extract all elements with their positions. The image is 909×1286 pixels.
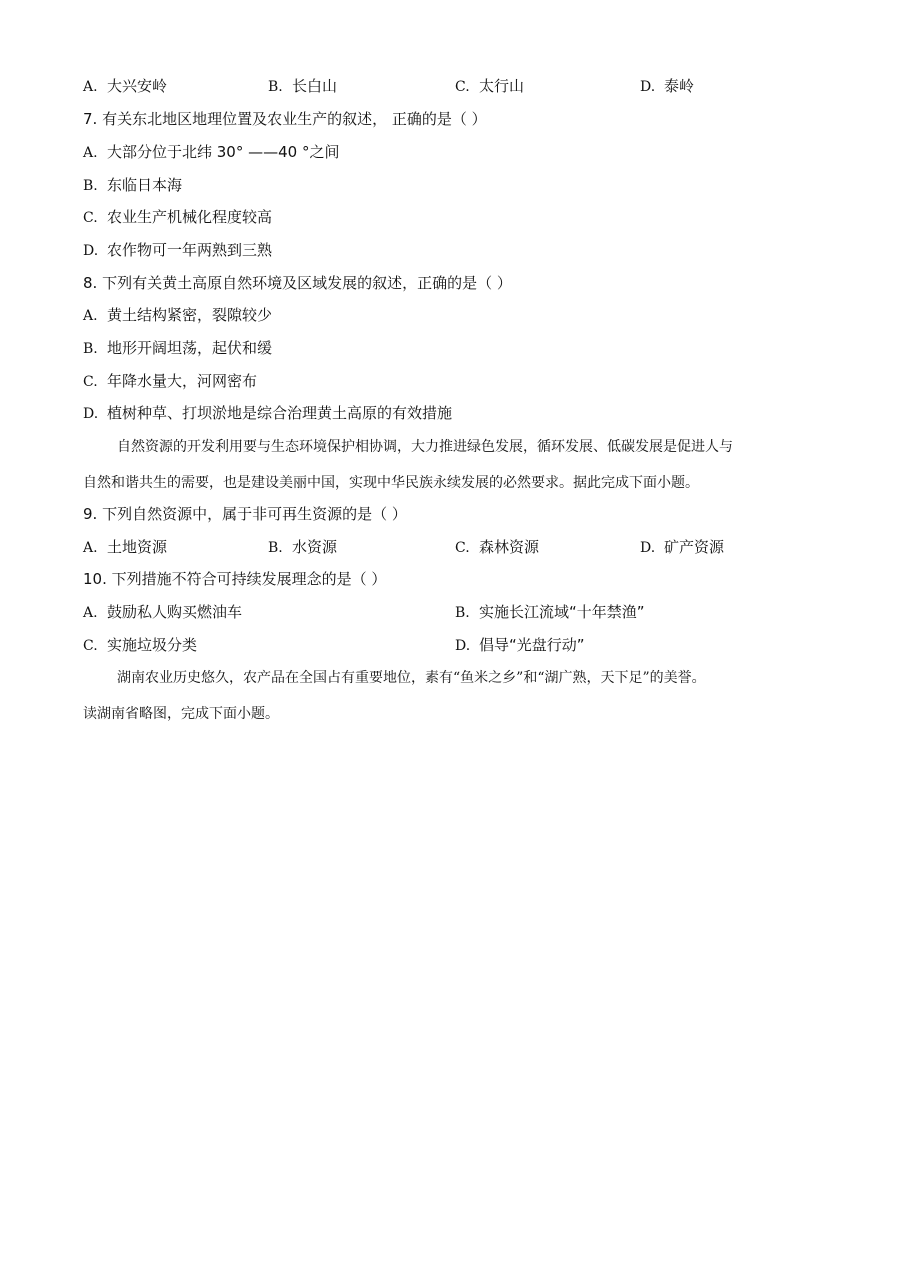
option-text: 农业生产机械化程度较高	[107, 208, 273, 226]
option-text: 农作物可一年两熟到三熟	[107, 241, 273, 259]
q9-option-d	[640, 537, 724, 558]
q6-option-b	[268, 76, 337, 97]
option-text: 长白山	[292, 77, 338, 95]
question-7-stem: 7. 有关东北地区地理位置及农业生产的叙述， 正确的是（ ）	[83, 110, 487, 128]
option-text: 土地资源	[107, 538, 168, 556]
option-letter: D.	[83, 406, 99, 422]
question-9-stem: 9. 下列自然资源中，属于非可再生资源的是（ ）	[83, 505, 407, 523]
option-letter: D.	[640, 79, 656, 95]
option-text: 太行山	[479, 77, 525, 95]
passage-1-line-1: 自然资源的开发利用要与生态环境保护相协调，大力推进绿色发展，循环发展、低碳发展是促进人与	[117, 439, 733, 455]
option-letter: D.	[455, 638, 471, 654]
option-letter: D.	[640, 540, 656, 556]
q10-option-a	[83, 602, 242, 623]
q10-option-c	[83, 635, 197, 656]
option-text: 矿产资源	[664, 538, 725, 556]
option-letter: B.	[268, 79, 283, 95]
option-letter: A.	[83, 308, 98, 324]
question-8-stem: 8. 下列有关黄土高原自然环境及区域发展的叙述，正确的是（ ）	[83, 274, 512, 292]
q8-option-d	[83, 403, 452, 424]
option-text: 实施垃圾分类	[107, 636, 198, 654]
option-letter: C.	[83, 374, 98, 390]
option-text: 黄土结构紧密，裂隙较少	[107, 306, 273, 324]
q7-option-d	[83, 240, 272, 261]
q9-option-c	[455, 537, 539, 558]
option-letter: C.	[455, 79, 470, 95]
option-letter: B.	[83, 178, 98, 194]
option-text: 实施长江流域“十年禁渔”	[479, 603, 645, 621]
option-text: 大兴安岭	[107, 77, 168, 95]
option-letter: A.	[83, 540, 98, 556]
q10-option-d	[455, 635, 585, 656]
option-letter: A.	[83, 79, 98, 95]
q6-option-a	[83, 76, 167, 97]
option-text: 东临日本海	[107, 176, 183, 194]
option-text: 鼓励私人购买燃油车	[107, 603, 243, 621]
passage-2-line-1: 湖南农业历史悠久，农产品在全国占有重要地位，素有“鱼米之乡”和“湖广熟，天下足”的美誉。	[117, 670, 706, 686]
option-text: 泰岭	[664, 77, 695, 95]
q7-option-c	[83, 207, 272, 228]
option-text: 地形开阔坦荡，起伏和缓	[107, 339, 273, 357]
q7-option-a	[83, 142, 339, 163]
option-letter: B.	[455, 605, 470, 621]
q9-option-b	[268, 537, 337, 558]
option-text: 倡导“光盘行动”	[479, 636, 585, 654]
option-letter: B.	[83, 341, 98, 357]
q8-option-c	[83, 371, 257, 392]
q9-option-a	[83, 537, 167, 558]
q6-option-c	[455, 76, 524, 97]
option-letter: D.	[83, 243, 99, 259]
option-letter: B.	[268, 540, 283, 556]
option-text: 森林资源	[479, 538, 540, 556]
q10-option-b	[455, 602, 645, 623]
option-text: 水资源	[292, 538, 338, 556]
q6-option-d	[640, 76, 694, 97]
q8-option-a	[83, 305, 272, 326]
option-text: 植树种草、打坝淤地是综合治理黄土高原的有效措施	[107, 404, 453, 422]
option-letter: C.	[455, 540, 470, 556]
option-letter: A.	[83, 145, 98, 161]
passage-1-line-2: 自然和谐共生的需要，也是建设美丽中国，实现中华民族永续发展的必然要求。据此完成下面小题。	[83, 475, 699, 491]
passage-2-line-2: 读湖南省略图，完成下面小题。	[83, 706, 279, 722]
option-letter: C.	[83, 210, 98, 226]
question-10-stem: 10. 下列措施不符合可持续发展理念的是（ ）	[83, 570, 387, 588]
option-letter: A.	[83, 605, 98, 621]
option-text: 大部分位于北纬 30° ——40 °之间	[107, 143, 340, 161]
option-letter: C.	[83, 638, 98, 654]
q8-option-b	[83, 338, 272, 359]
q7-option-b	[83, 175, 182, 196]
option-text: 年降水量大，河网密布	[107, 372, 258, 390]
